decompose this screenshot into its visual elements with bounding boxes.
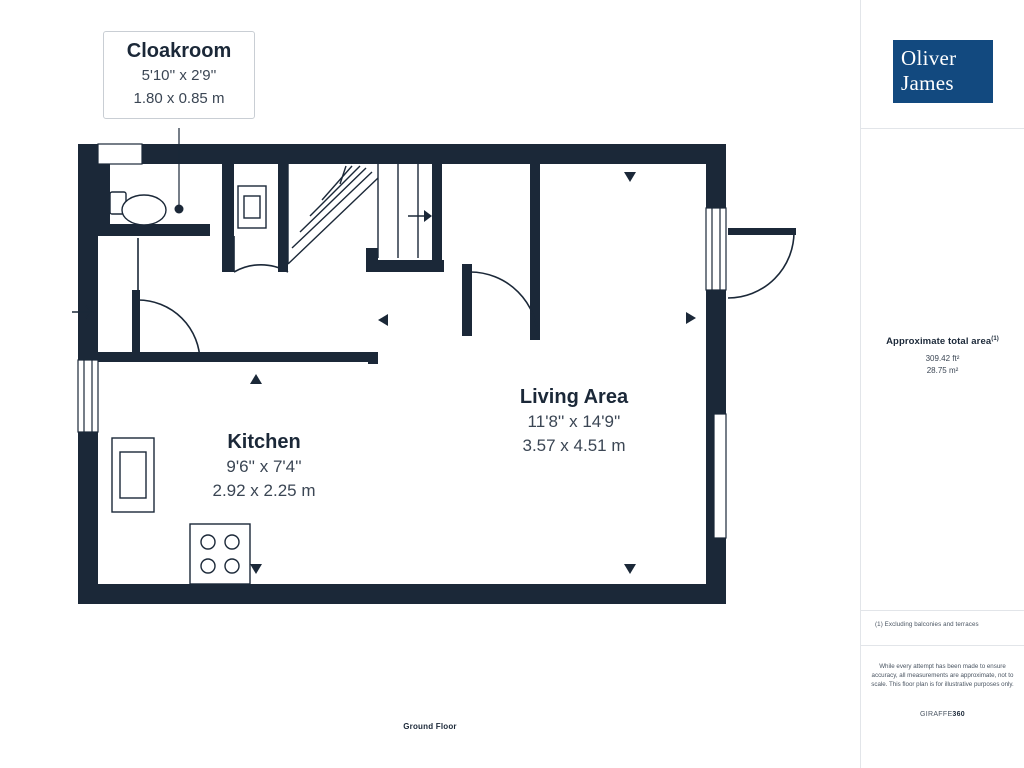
giraffe360-credit xyxy=(861,711,1024,718)
room-name: Cloakroom xyxy=(126,40,232,62)
walls xyxy=(78,144,726,604)
sidebar-footnote: (1) Excluding balconies and terraces xyxy=(875,621,979,628)
total-area-footnote-marker: (1) xyxy=(991,336,999,342)
room-dimensions-imperial: 11'8'' x 14'9'' xyxy=(527,412,621,431)
room-dimensions-imperial: 5'10'' x 2'9'' xyxy=(141,67,217,84)
giraffe-suffix: 360 xyxy=(952,711,966,718)
staircase xyxy=(288,164,436,264)
divider xyxy=(861,645,1024,646)
total-area-sqm: 28.75 m² xyxy=(926,366,959,376)
hob-fixture xyxy=(190,524,250,584)
total-area-block xyxy=(861,336,1024,375)
divider xyxy=(861,610,1024,611)
room-dimensions-metric: 3.57 x 4.51 m xyxy=(522,436,626,455)
sidebar-disclaimer: While every attempt has been made to ensure accuracy, all measurements are approximate, not to scale. This floor plan is for illustrative purposes only. xyxy=(871,663,1014,688)
brand-line-1: Oliver xyxy=(901,46,957,70)
basin-fixture xyxy=(238,186,266,228)
room-label-kitchen xyxy=(160,430,368,503)
brand-logo xyxy=(893,40,993,103)
wc-fixture xyxy=(110,192,166,225)
brand-line-2: James xyxy=(901,71,954,95)
sink-fixture xyxy=(112,438,154,512)
total-area-title xyxy=(861,336,1024,347)
divider xyxy=(861,128,1024,129)
view-markers xyxy=(250,172,696,574)
total-area-sqft: 309.42 ft² xyxy=(925,354,960,364)
giraffe-prefix: GIRAFFE xyxy=(919,711,953,718)
room-name: Kitchen xyxy=(227,431,301,453)
room-callout-cloakroom xyxy=(103,31,255,119)
room-dimensions-metric: 2.92 x 2.25 m xyxy=(212,481,316,500)
floor-label: Ground Floor xyxy=(403,722,457,731)
room-name: Living Area xyxy=(519,386,629,408)
room-label-living-area xyxy=(468,385,680,458)
info-sidebar xyxy=(860,0,1024,768)
callout-leader xyxy=(175,128,184,214)
room-dimensions-metric: 1.80 x 0.85 m xyxy=(133,90,225,107)
total-area-label: Approximate total area xyxy=(886,336,992,348)
room-dimensions-imperial: 9'6'' x 7'4'' xyxy=(226,457,302,476)
